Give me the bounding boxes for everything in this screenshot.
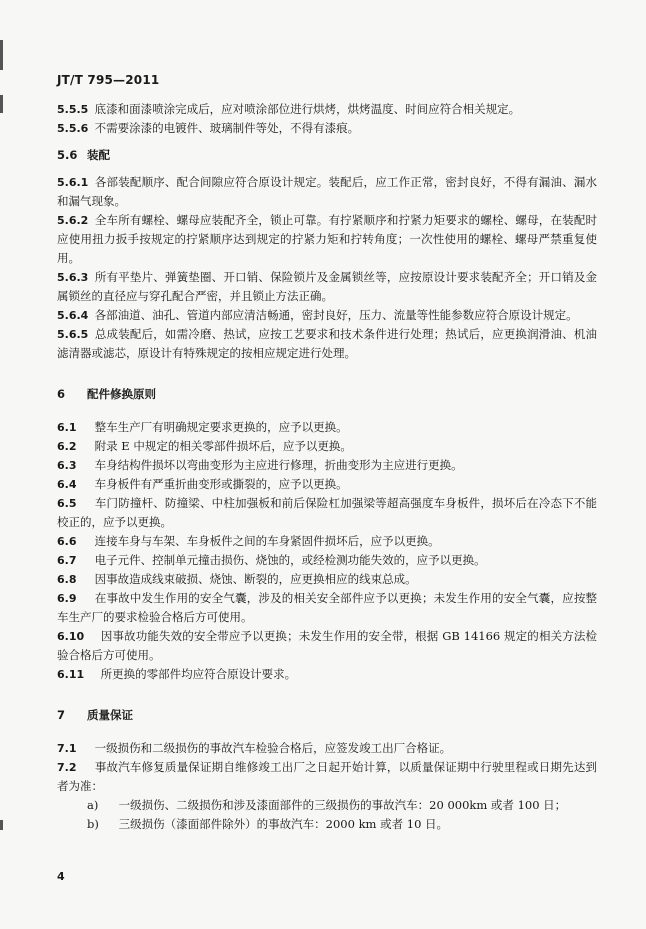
clause-number: 5.6.2 [57, 214, 89, 227]
clause-6-6 [57, 532, 597, 551]
clause-text: 所更换的零部件均应符合原设计要求。 [100, 667, 297, 681]
clause-6-9 [57, 589, 597, 627]
list-label: b) [87, 817, 99, 831]
clause-6-10 [57, 627, 597, 665]
list-text: 一级损伤、二级损伤和涉及漆面部件的三级损伤的事故汽车：20 000km 或者 100 日； [118, 798, 567, 812]
clause-6-3 [57, 456, 597, 475]
list-label: a) [87, 798, 99, 812]
clause-5-6-5 [57, 325, 597, 363]
clause-number: 6.8 [57, 573, 77, 586]
clause-text: 整车生产厂有明确规定要求更换的，应予以更换。 [94, 420, 348, 434]
clause-text: 因事故功能失效的安全带应予以更换；未发生作用的安全带，根据 GB 14166 规定的相关方法检验合格后方可使用。 [57, 629, 598, 662]
clause-number: 6.11 [57, 668, 85, 681]
clause-6-1 [57, 418, 597, 437]
section-title: 配件修换原则 [87, 387, 157, 401]
clause-text: 车门防撞杆、防撞梁、中柱加强板和前后保险杠加强梁等超高强度车身板件，损坏后在冷态下不能校正的，应予以更换。 [57, 496, 597, 529]
clause-5-6-2 [57, 211, 597, 268]
clause-5-6-3 [57, 268, 597, 306]
clause-text: 车身结构件损坏以弯曲变形为主应进行修理，折曲变形为主应进行更换。 [94, 458, 463, 472]
section-title: 质量保证 [87, 708, 134, 722]
list-item-b [57, 815, 597, 834]
clause-text: 连接车身与车架、车身板件之间的车身紧固件损坏后，应予以更换。 [94, 534, 440, 548]
clause-5-5-5 [57, 100, 597, 119]
clause-text: 因事故造成线束破损、烧蚀、断裂的，应更换相应的线束总成。 [94, 572, 417, 586]
clause-6-8 [57, 570, 597, 589]
section-title: 装配 [87, 148, 111, 162]
standard-code-header: JT/T 795—2011 [57, 73, 160, 87]
clause-text: 车身板件有严重折曲变形或撕裂的，应予以更换。 [94, 477, 348, 491]
clause-number: 6.6 [57, 535, 77, 548]
clause-number: 6.5 [57, 497, 77, 510]
clause-number: 5.6.1 [57, 176, 89, 189]
clause-number: 7.1 [57, 742, 77, 755]
clause-5-6-4 [57, 306, 597, 325]
scan-edge-mark [0, 40, 3, 70]
clause-number: 6.3 [57, 459, 77, 472]
section-heading-5-6 [57, 146, 597, 165]
clause-5-5-6 [57, 119, 597, 138]
clause-7-2 [57, 758, 597, 796]
section-number: 7 [57, 708, 66, 722]
list-text: 三级损伤（漆面部件除外）的事故汽车：2000 km 或者 10 日。 [118, 817, 449, 831]
section-heading-6 [57, 385, 597, 404]
clause-number: 5.6.3 [57, 271, 89, 284]
clause-text: 一级损伤和二级损伤的事故汽车检验合格后，应签发竣工出厂合格证。 [94, 741, 452, 755]
clause-5-6-1 [57, 173, 597, 211]
clause-text: 所有平垫片、弹簧垫圈、开口销、保险锁片及金属锁丝等，应按原设计要求装配齐全；开口销及金属锁丝的直径应与穿孔配合严密，并且锁止方法正确。 [57, 270, 597, 303]
clause-text: 附录 E 中规定的相关零部件损坏后，应予以更换。 [94, 439, 352, 453]
clause-number: 5.5.6 [57, 122, 89, 135]
clause-number: 5.6.5 [57, 328, 89, 341]
clause-text: 底漆和面漆喷涂完成后，应对喷涂部位进行烘烤，烘烤温度、时间应符合相关规定。 [94, 102, 521, 116]
clause-6-2 [57, 437, 597, 456]
section-heading-7 [57, 706, 597, 725]
clause-number: 7.2 [57, 761, 77, 774]
clause-text: 电子元件、控制单元撞击损伤、烧蚀的，或经检测功能失效的，应予以更换。 [94, 553, 486, 567]
clause-number: 6.1 [57, 421, 77, 434]
clause-7-1 [57, 739, 597, 758]
clause-text: 各部装配顺序、配合间隙应符合原设计规定。装配后，应工作正常，密封良好，不得有漏油、漏水和漏气现象。 [57, 175, 597, 208]
section-number: 6 [57, 387, 66, 401]
clause-text: 总成装配后，如需冷磨、热试，应按工艺要求和技术条件进行处理；热试后，应更换润滑油、机油滤清器或滤芯，原设计有特殊规定的按相应规定进行处理。 [57, 327, 597, 360]
clause-text: 事故汽车修复质量保证期自维修竣工出厂之日起开始计算，以质量保证期中行驶里程或日期先达到者为准： [57, 760, 597, 793]
clause-number: 5.5.5 [57, 103, 89, 116]
clause-number: 6.9 [57, 592, 77, 605]
clause-number: 6.7 [57, 554, 77, 567]
clause-6-11 [57, 665, 597, 684]
clause-text: 全车所有螺栓、螺母应装配齐全，锁止可靠。有拧紧顺序和拧紧力矩要求的螺栓、螺母，在装配时应使用扭力扳手按规定的拧紧顺序达到规定的拧紧力矩和拧转角度；一次性使用的螺栓、螺母严禁重复使用。 [57, 213, 597, 265]
clause-number: 6.2 [57, 440, 77, 453]
clause-text: 在事故中发生作用的安全气囊，涉及的相关安全部件应予以更换；未发生作用的安全气囊，应按整车生产厂的要求检验合格后方可使用。 [57, 591, 597, 624]
clause-6-4 [57, 475, 597, 494]
clause-number: 6.4 [57, 478, 77, 491]
document-body [57, 100, 597, 834]
clause-6-5 [57, 494, 597, 532]
clause-text: 各部油道、油孔、管道内部应清洁畅通，密封良好，压力、流量等性能参数应符合原设计规定。 [94, 308, 578, 322]
page-number: 4 [57, 870, 65, 883]
clause-number: 5.6.4 [57, 309, 89, 322]
clause-6-7 [57, 551, 597, 570]
scan-edge-mark [0, 820, 3, 830]
list-item-a [57, 796, 597, 815]
clause-number: 6.10 [57, 630, 85, 643]
section-number: 5.6 [57, 148, 78, 162]
clause-text: 不需要涂漆的电镀件、玻璃制件等处，不得有漆痕。 [94, 121, 360, 135]
scan-edge-mark [0, 95, 3, 113]
